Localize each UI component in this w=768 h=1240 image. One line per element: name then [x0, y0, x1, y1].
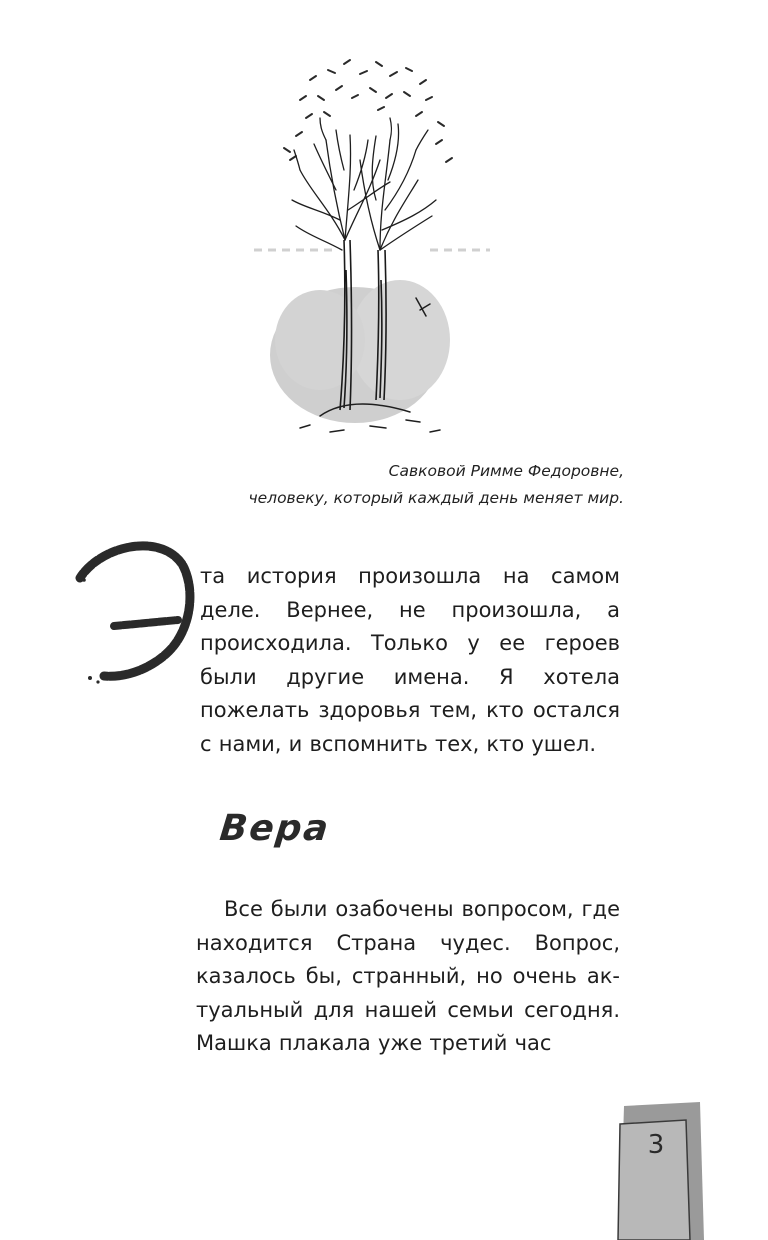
watercolor-wash [270, 280, 450, 423]
dedication-line-1: Савковой Римме Федоровне, [388, 462, 624, 480]
dedication [204, 458, 624, 512]
intro-paragraph: та история произошла на самом деле. Вернее, не произошла, а происходила. Только у ее героев были другие имена. Я хотела пожелать здоровья тем, кто остался с нами, и вспомнить тех, кто ушел. [200, 564, 620, 756]
chapter-paragraph [196, 893, 620, 1061]
falling-leaves [284, 60, 452, 162]
chapter-title: Вера [217, 808, 333, 849]
tree-branches [292, 118, 436, 250]
dropcap-e-letter [70, 536, 200, 686]
page-number: 3 [647, 1130, 665, 1160]
page-tab [616, 1100, 706, 1240]
dedication-line-2: человеку, который каждый день меняет мир. [248, 489, 624, 507]
chapter-paragraph-text: Все были озабочены вопросом, где находится Страна чудес. Вопрос, казалось бы, странный, но очень актуальный для нашей семьи сегодня. Машка плакала уже третий час [196, 897, 620, 1055]
tree-illustration [240, 40, 500, 450]
